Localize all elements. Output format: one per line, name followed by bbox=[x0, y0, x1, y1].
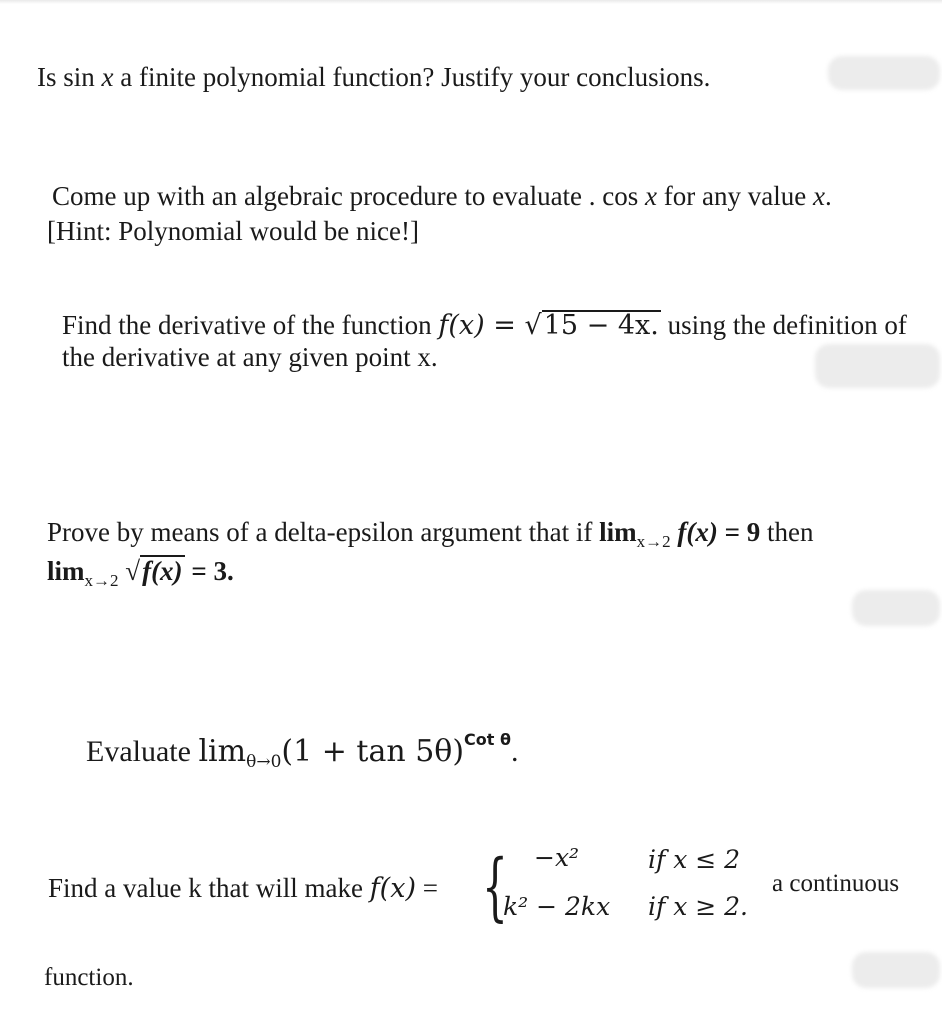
q1-text-b: a finite polynomial function? Justify your conclusions. bbox=[113, 62, 711, 92]
question-4-line-2 bbox=[47, 555, 234, 597]
q6-case1-expr: −x² bbox=[534, 843, 580, 872]
q6-case1-cond: if x ≤ 2 bbox=[648, 845, 741, 874]
question-3-line-2: the derivative at any given point x. bbox=[62, 342, 438, 372]
q5-exponent: Cot θ bbox=[464, 730, 511, 749]
q6-f-of-x: f(x) bbox=[369, 873, 416, 904]
q4-text-then: then bbox=[760, 517, 814, 547]
q3-f-of-x: f(x) bbox=[438, 310, 485, 341]
q1-text-a: Is sin bbox=[37, 62, 95, 92]
question-6-line-2: function. bbox=[44, 964, 134, 991]
q5-period: . bbox=[511, 735, 519, 768]
q3-text-a: Find the derivative of the function bbox=[62, 310, 439, 340]
q4-equals-3: = 3. bbox=[184, 556, 234, 586]
piecewise-brace: { bbox=[482, 844, 508, 930]
question-6-trailing: a continuous bbox=[772, 870, 900, 897]
q6-case2-cond: if x ≥ 2. bbox=[648, 892, 748, 921]
q3-equals-root: = √ bbox=[484, 310, 542, 341]
q5-lim-sub: θ→0 bbox=[246, 752, 282, 772]
q5-lim: lim bbox=[198, 734, 247, 769]
question-5 bbox=[86, 724, 519, 778]
q3-radicand: 15 − 4x. bbox=[543, 310, 659, 341]
q4-f-of-x: f(x) bbox=[670, 517, 718, 547]
question-2-line-2: [Hint: Polynomial would be nice!] bbox=[47, 216, 419, 246]
q5-text-a: Evaluate bbox=[86, 735, 199, 768]
q1-var-x: x bbox=[101, 62, 114, 92]
q4-radicand: f(x) bbox=[142, 556, 183, 586]
page-smudge bbox=[815, 344, 940, 388]
q5-expression: (1 + tan 5θ) bbox=[281, 734, 465, 769]
q3-text-b: using the definition of bbox=[660, 310, 907, 340]
q2-text-c: . bbox=[824, 181, 832, 211]
page-smudge bbox=[852, 952, 940, 988]
q4-root-sign: √ bbox=[118, 556, 141, 586]
top-edge bbox=[0, 0, 942, 4]
question-3-line-1 bbox=[62, 309, 907, 342]
page-smudge bbox=[828, 56, 940, 90]
q2-text-b: for any value bbox=[657, 181, 813, 211]
q4-lim-sub: x→2 bbox=[636, 532, 671, 551]
q2-text-a: Come up with an algebraic procedure to evaluate . cos bbox=[52, 181, 639, 211]
q4-text-a: Prove by means of a delta-epsilon argument that if bbox=[47, 517, 600, 547]
page-smudge bbox=[852, 590, 940, 626]
question-2-line-1 bbox=[52, 180, 832, 212]
q4-lim: lim bbox=[599, 517, 637, 547]
question-1 bbox=[37, 61, 710, 93]
q6-equals: = bbox=[415, 873, 438, 903]
q6-text-a: Find a value k that will make bbox=[48, 873, 370, 903]
q6-case2-expr: k² − 2kx bbox=[503, 892, 611, 921]
q4-line2-lim: lim bbox=[47, 556, 85, 586]
q2-var-x2: x bbox=[812, 181, 825, 211]
q4-equals-9: = 9 bbox=[717, 517, 761, 547]
question-6-line-1 bbox=[48, 872, 438, 905]
q4-line2-sub: x→2 bbox=[84, 571, 119, 590]
question-4-line-1 bbox=[47, 516, 813, 558]
q2-var-x1: x bbox=[645, 181, 658, 211]
